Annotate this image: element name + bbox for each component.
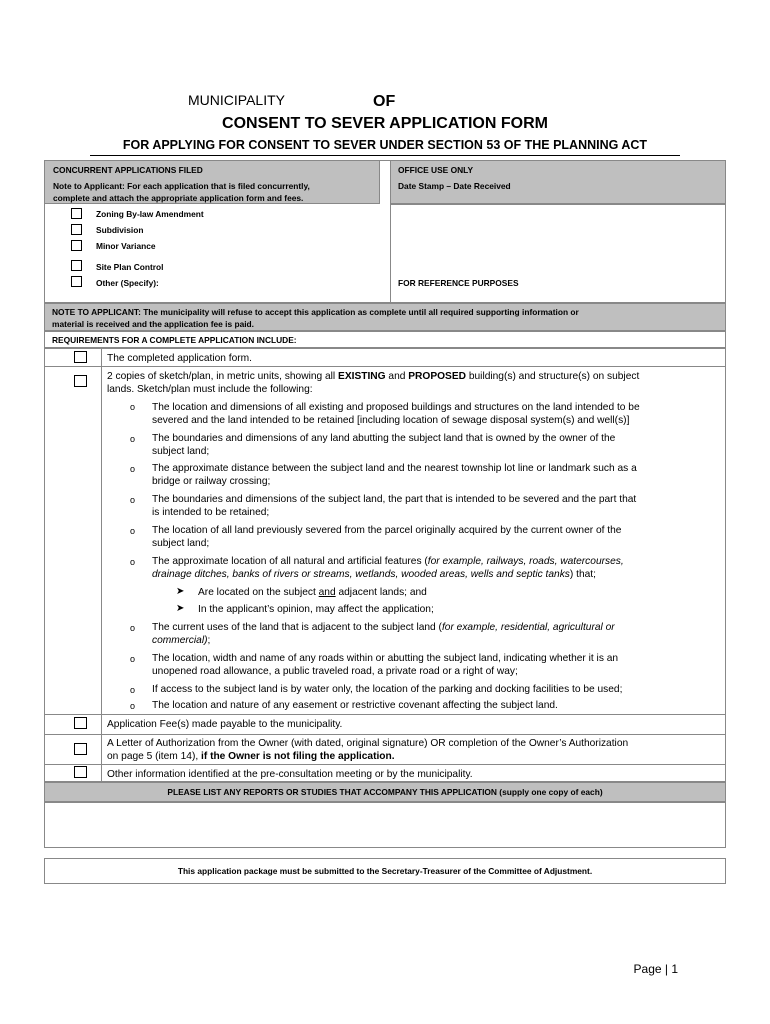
bullet-buildings-line2: severed and the land intended to be retained [including location of sewage disposal system(s) and well(s)] xyxy=(152,415,630,426)
concurrent-heading: CONCURRENT APPLICATIONS FILED xyxy=(53,165,203,175)
municipality-label: MUNICIPALITY xyxy=(188,92,285,108)
bullet-distance-line1: The approximate distance between the subject land and the nearest township lot line or landmark such as a xyxy=(152,463,637,474)
subdivision-label: Subdivision xyxy=(96,225,144,235)
notice-line2: material is received and the application fee is paid. xyxy=(52,319,255,329)
subtitle-rule xyxy=(90,155,680,156)
req-other-info-label: Other information identified at the pre-consultation meeting or by the municipality. xyxy=(107,769,473,780)
concurrent-note-line1: Note to Applicant: For each application that is filed concurrently, xyxy=(53,181,310,191)
bullet-distance-line2: bridge or railway crossing; xyxy=(152,476,271,487)
bullet-severed-line1: The location of all land previously severed from the parcel originally acquired by the current owner of the xyxy=(152,525,622,536)
sketch-checkbox[interactable] xyxy=(74,375,87,387)
reports-heading: PLEASE LIST ANY REPORTS OR STUDIES THAT ACCOMPANY THIS APPLICATION (supply one copy of each) xyxy=(167,787,603,797)
req-fees-label: Application Fee(s) made payable to the municipality. xyxy=(107,719,343,730)
arrow-bullet-icon: ➤ xyxy=(176,586,185,597)
site-plan-checkbox[interactable] xyxy=(71,260,82,271)
bullet-icon: o xyxy=(130,434,136,444)
office-use-heading: OFFICE USE ONLY xyxy=(398,165,474,175)
office-stamp-area xyxy=(390,204,726,303)
row-divider-2 xyxy=(44,714,726,715)
other-checkbox[interactable] xyxy=(71,276,82,287)
requirements-heading: REQUIREMENTS FOR A COMPLETE APPLICATION INCLUDE: xyxy=(52,335,297,345)
reference-label: FOR REFERENCE PURPOSES xyxy=(398,278,519,288)
reports-input-area[interactable] xyxy=(44,802,726,848)
minor-variance-checkbox[interactable] xyxy=(71,240,82,251)
req-authorization-line1: A Letter of Authorization from the Owner (with dated, original signature) OR completion of the Owner’s Authorization xyxy=(107,738,629,749)
bullet-boundaries-line1: The boundaries and dimensions of the subject land, the part that is intended to be severed and the part that xyxy=(152,494,637,505)
checkbox-column-divider xyxy=(101,348,102,782)
page-number: Page | 1 xyxy=(633,962,678,976)
form-checkbox[interactable] xyxy=(74,351,87,363)
bullet-water-access: If access to the subject land is by water only, the location of the parking and docking facilities to be used; xyxy=(152,684,623,695)
bullet-easement: The location and nature of any easement or restrictive covenant affecting the subject land. xyxy=(152,700,558,711)
of-label: OF xyxy=(373,93,396,110)
sub-bullet-opinion: In the applicant’s opinion, may affect the application; xyxy=(198,604,434,615)
bullet-abutting-line1: The boundaries and dimensions of any land abutting the subject land that is owned by the owner of the xyxy=(152,433,616,444)
form-title: CONSENT TO SEVER APPLICATION FORM xyxy=(222,115,548,132)
bullet-roads-line1: The location, width and name of any roads within or abutting the subject land, indicating whether it is an xyxy=(152,653,619,664)
zoning-label: Zoning By-law Amendment xyxy=(96,209,204,219)
bullet-natural-line1: The approximate location of all natural and artificial features (for example, railways, roads, watercourses, xyxy=(152,556,624,567)
row-divider-3 xyxy=(44,734,726,735)
fees-checkbox[interactable] xyxy=(74,717,87,729)
bullet-boundaries-line2: is intended to be retained; xyxy=(152,507,270,518)
submission-notice: This application package must be submitted to the Secretary-Treasurer of the Committee of Adjustment. xyxy=(177,866,593,876)
minor-variance-label: Minor Variance xyxy=(96,241,156,251)
zoning-checkbox[interactable] xyxy=(71,208,82,219)
notice-line1: NOTE TO APPLICANT: The municipality will refuse to accept this application as complete until all required supporting information or xyxy=(52,307,579,317)
date-stamp-label: Date Stamp – Date Received xyxy=(398,181,511,191)
authorization-checkbox[interactable] xyxy=(74,743,87,755)
row-divider-1 xyxy=(44,366,726,367)
bullet-icon: o xyxy=(130,464,136,474)
sub-bullet-located: Are located on the subject and adjacent lands; and xyxy=(198,587,427,598)
bullet-icon: o xyxy=(130,654,136,664)
bullet-uses-line2: commercial); xyxy=(152,635,211,646)
bullet-icon: o xyxy=(130,685,136,695)
req-form-label: The completed application form. xyxy=(107,353,252,364)
site-plan-label: Site Plan Control xyxy=(96,262,164,272)
bullet-icon: o xyxy=(130,701,136,711)
concurrent-note-line2: complete and attach the appropriate application form and fees. xyxy=(53,193,304,203)
bullet-icon: o xyxy=(130,402,136,412)
bullet-roads-line2: unopened road allowance, a public traveled road, a private road or a right of way; xyxy=(152,666,518,677)
form-subtitle: FOR APPLYING FOR CONSENT TO SEVER UNDER SECTION 53 OF THE PLANNING ACT xyxy=(122,138,648,152)
bullet-icon: o xyxy=(130,557,136,567)
other-label: Other (Specify): xyxy=(96,278,159,288)
row-divider-4 xyxy=(44,764,726,765)
arrow-bullet-icon: ➤ xyxy=(176,603,185,614)
bullet-uses-line1: The current uses of the land that is adjacent to the subject land (for example, residential, agricultural or xyxy=(152,622,615,633)
subdivision-checkbox[interactable] xyxy=(71,224,82,235)
bullet-buildings-line1: The location and dimensions of all existing and proposed buildings and structures on the land intended to be xyxy=(152,402,640,413)
bullet-natural-line2: drainage ditches, banks of rivers or streams, wetlands, wooded areas, wells and septic tanks) that; xyxy=(152,569,596,580)
other-info-checkbox[interactable] xyxy=(74,766,87,778)
bullet-severed-line2: subject land; xyxy=(152,538,210,549)
bullet-icon: o xyxy=(130,623,136,633)
req-sketch-line2: lands. Sketch/plan must include the following: xyxy=(107,384,313,395)
req-authorization-line2: on page 5 (item 14), if the Owner is not filing the application. xyxy=(107,751,395,762)
bullet-icon: o xyxy=(130,526,136,536)
bullet-abutting-line2: subject land; xyxy=(152,446,210,457)
bullet-icon: o xyxy=(130,495,136,505)
req-sketch-line1: 2 copies of sketch/plan, in metric units, showing all EXISTING and PROPOSED building(s) and structure(s) on subject xyxy=(107,371,640,382)
